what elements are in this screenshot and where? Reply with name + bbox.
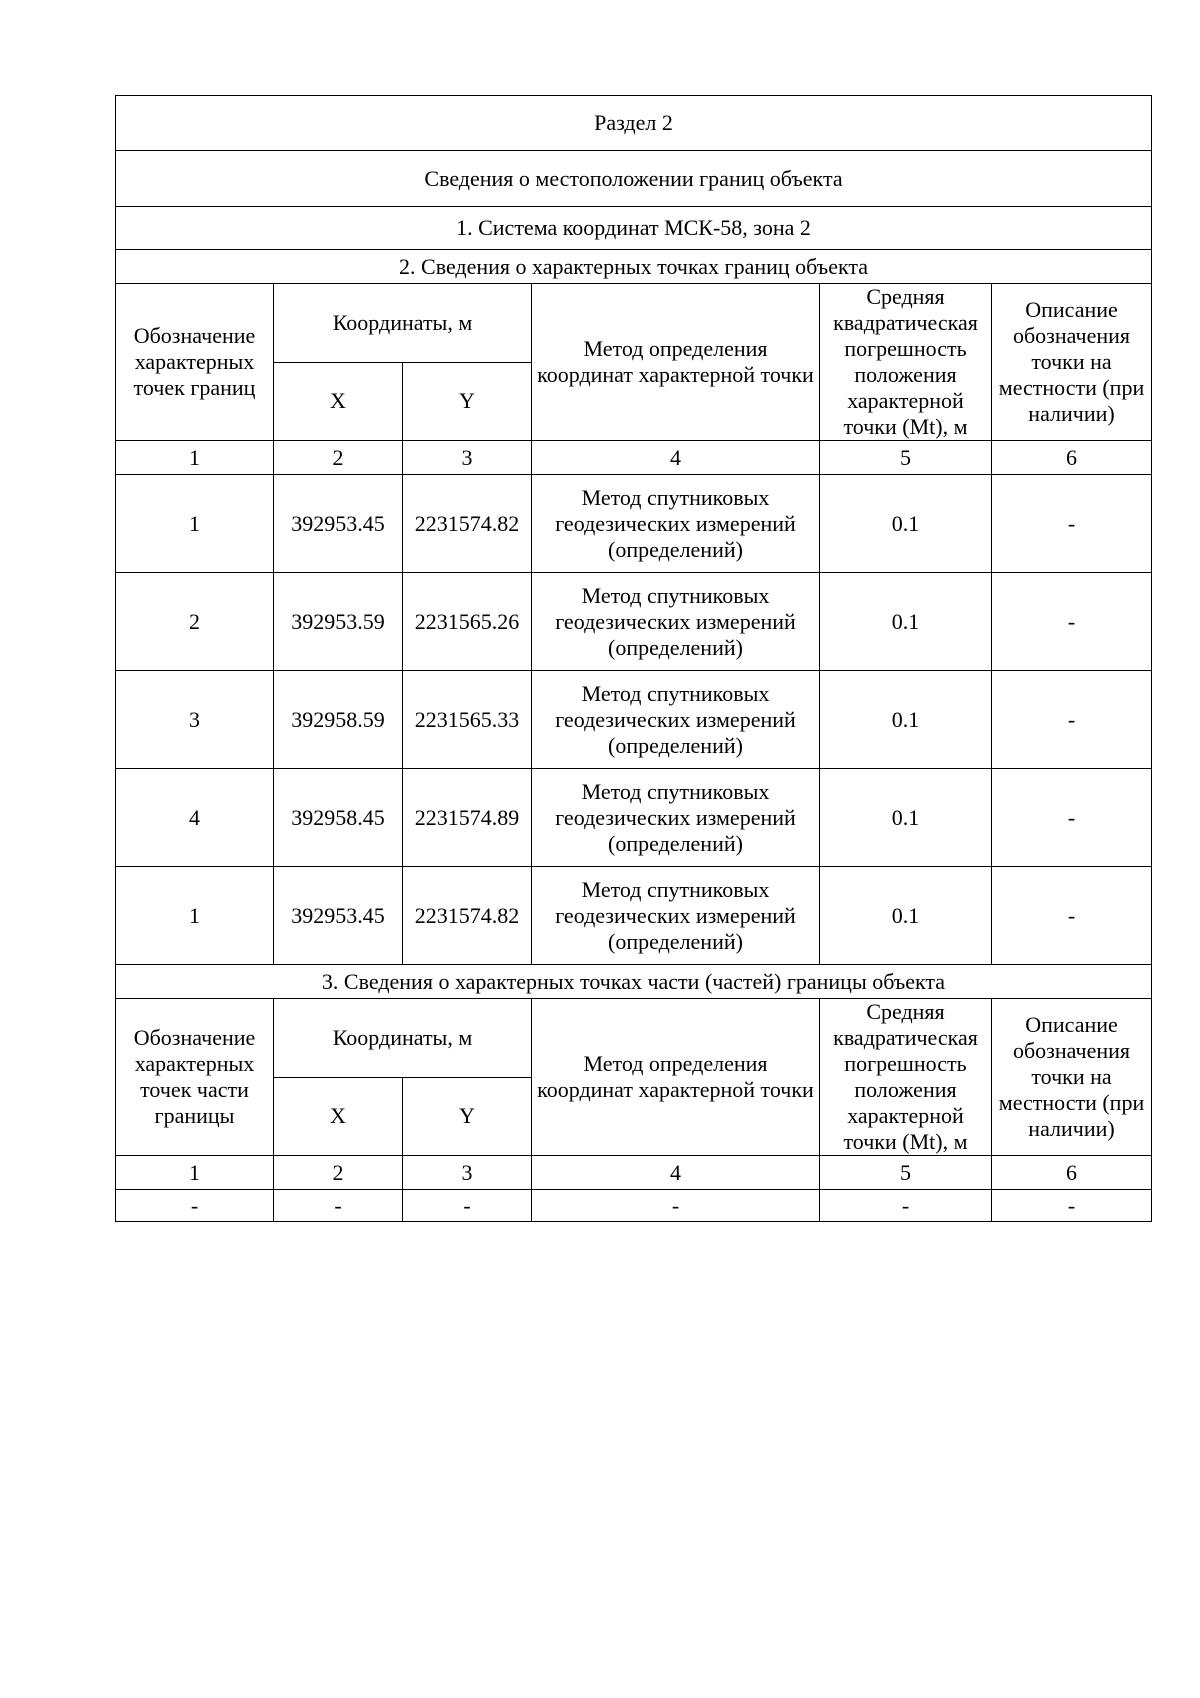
point-error: 0.1	[820, 671, 992, 769]
point-x: 392953.45	[274, 867, 403, 965]
header-description: Описание обозначения точки на местности (при наличии)	[992, 284, 1152, 441]
point-number: 1	[116, 475, 274, 573]
table-row	[116, 573, 1152, 671]
table-row	[116, 1190, 1152, 1222]
point-error: 0.1	[820, 573, 992, 671]
header-method: Метод определения координат характерной точки	[532, 284, 820, 441]
point-x: 392958.59	[274, 671, 403, 769]
table-row	[116, 475, 1152, 573]
parts-header-x: X	[274, 1077, 403, 1156]
table-row	[116, 671, 1152, 769]
table-row	[116, 867, 1152, 965]
column-number: 6	[992, 441, 1152, 475]
point-method: Метод спутниковых геодезических измерений (определений)	[532, 573, 820, 671]
point-number: 1	[116, 867, 274, 965]
point-method: Метод спутниковых геодезических измерений (определений)	[532, 769, 820, 867]
point-description: -	[992, 475, 1152, 573]
header-y: Y	[403, 362, 532, 441]
point-description: -	[992, 671, 1152, 769]
point-error: 0.1	[820, 475, 992, 573]
point-x: 392958.45	[274, 769, 403, 867]
point-description: -	[992, 867, 1152, 965]
section-title: Раздел 2	[116, 96, 1152, 151]
boundary-info-table	[115, 95, 1152, 1222]
parts-header-description: Описание обозначения точки на местности (при наличии)	[992, 999, 1152, 1156]
header-error: Средняя квадратическая погрешность положения характерной точки (Mt), м	[820, 284, 992, 441]
point-number: 4	[116, 769, 274, 867]
parts-cell: -	[116, 1190, 274, 1222]
parts-cell: -	[532, 1190, 820, 1222]
point-y: 2231574.89	[403, 769, 532, 867]
parts-column-number: 5	[820, 1156, 992, 1190]
parts-column-number: 3	[403, 1156, 532, 1190]
parts-header-y: Y	[403, 1077, 532, 1156]
point-y: 2231574.82	[403, 475, 532, 573]
section-subtitle: Сведения о местоположении границ объекта	[116, 151, 1152, 207]
parts-cell: -	[820, 1190, 992, 1222]
header-coords: Координаты, м	[274, 284, 532, 363]
column-number: 5	[820, 441, 992, 475]
point-method: Метод спутниковых геодезических измерений (определений)	[532, 671, 820, 769]
point-number: 3	[116, 671, 274, 769]
point-x: 392953.45	[274, 475, 403, 573]
parts-header-coords: Координаты, м	[274, 999, 532, 1078]
point-method: Метод спутниковых геодезических измерений (определений)	[532, 475, 820, 573]
column-number: 4	[532, 441, 820, 475]
points-section-heading: 2. Сведения о характерных точках границ объекта	[116, 250, 1152, 284]
parts-column-number: 4	[532, 1156, 820, 1190]
table-row	[116, 769, 1152, 867]
point-error: 0.1	[820, 867, 992, 965]
point-x: 392953.59	[274, 573, 403, 671]
parts-header-method: Метод определения координат характерной точки	[532, 999, 820, 1156]
parts-header-designation: Обозначение характерных точек части границы	[116, 999, 274, 1156]
point-error: 0.1	[820, 769, 992, 867]
parts-cell: -	[403, 1190, 532, 1222]
parts-header-error: Средняя квадратическая погрешность положения характерной точки (Mt), м	[820, 999, 992, 1156]
column-number: 1	[116, 441, 274, 475]
point-description: -	[992, 769, 1152, 867]
point-y: 2231565.26	[403, 573, 532, 671]
point-number: 2	[116, 573, 274, 671]
parts-cell: -	[274, 1190, 403, 1222]
parts-cell: -	[992, 1190, 1152, 1222]
parts-section-heading: 3. Сведения о характерных точках части (частей) границы объекта	[116, 965, 1152, 999]
parts-column-number: 1	[116, 1156, 274, 1190]
coordinate-system: 1. Система координат МСК-58, зона 2	[116, 207, 1152, 250]
column-number: 2	[274, 441, 403, 475]
column-number: 3	[403, 441, 532, 475]
parts-column-number: 6	[992, 1156, 1152, 1190]
point-method: Метод спутниковых геодезических измерений (определений)	[532, 867, 820, 965]
header-x: X	[274, 362, 403, 441]
parts-column-number: 2	[274, 1156, 403, 1190]
point-y: 2231574.82	[403, 867, 532, 965]
point-description: -	[992, 573, 1152, 671]
point-y: 2231565.33	[403, 671, 532, 769]
header-designation: Обозначение характерных точек границ	[116, 284, 274, 441]
